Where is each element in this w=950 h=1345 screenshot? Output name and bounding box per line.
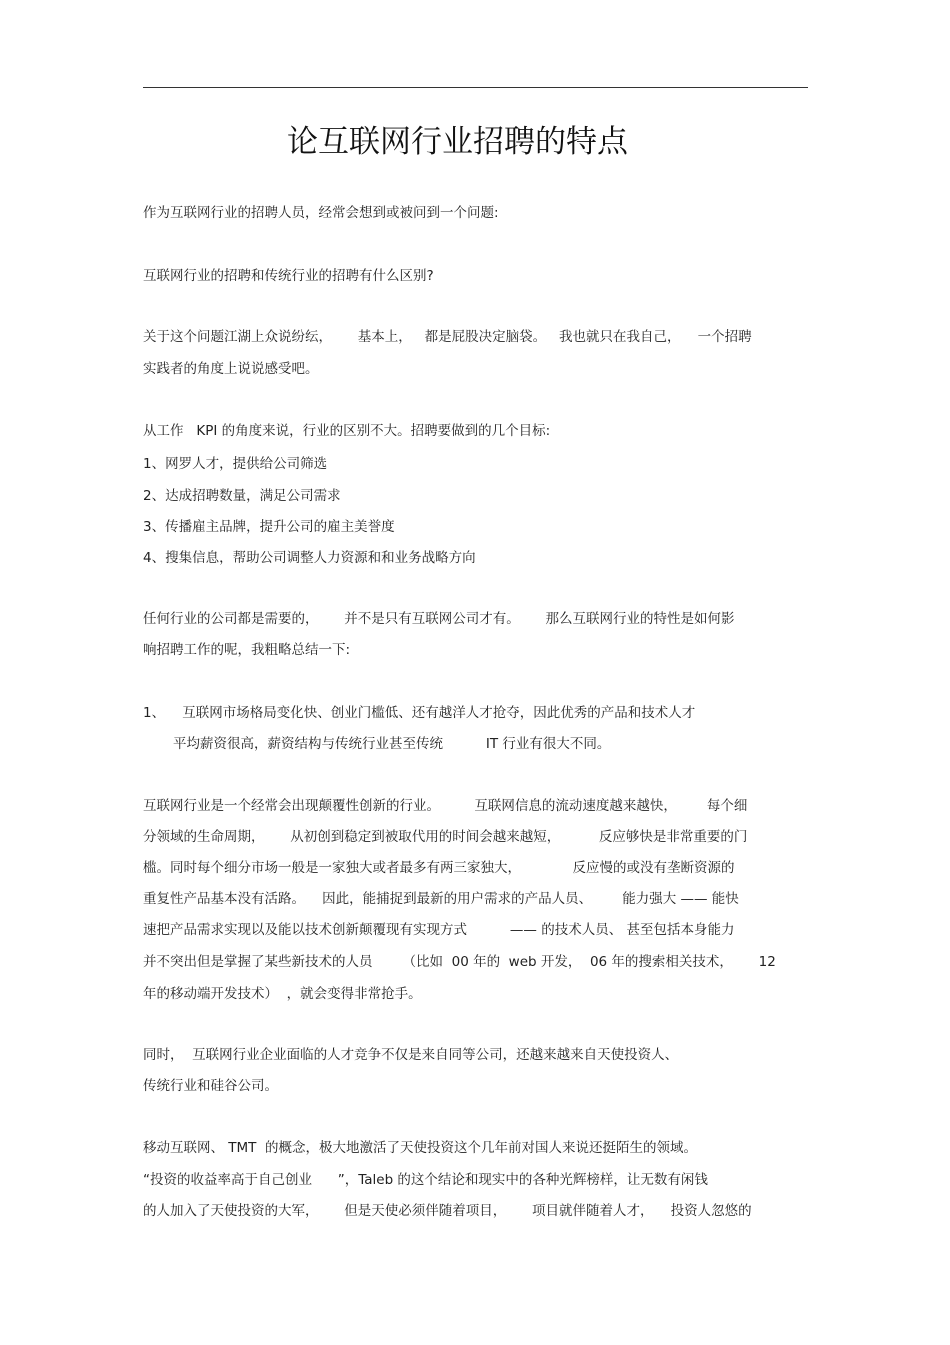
paragraph-line: 的人加入了天使投资的大军， 但是天使必须伴随着项目， 项目就伴随着人才， 投资人忽悠的 — [143, 1203, 752, 1219]
header-rule — [143, 87, 808, 88]
list-item: 4、搜集信息，帮助公司调整人力资源和和业务战略方向 — [143, 550, 476, 566]
list-item: 1、 互联网市场格局变化快、创业门槛低、还有越洋人才抢夺，因此优秀的产品和技术人才 — [143, 705, 696, 721]
paragraph-line: 从工作 KPI 的角度来说，行业的区别不大。招聘要做到的几个目标: — [143, 423, 551, 439]
paragraph-line: 槛。同时每个细分市场一般是一家独大或者最多有两三家独大， 反应慢的或没有垄断资源的 — [143, 860, 735, 876]
paragraph-line: 实践者的角度上说说感受吧。 — [143, 361, 319, 377]
list-item: 1、网罗人才，提供给公司筛选 — [143, 456, 328, 472]
paragraph-line: 作为互联网行业的招聘人员，经常会想到或被问到一个问题: — [143, 205, 499, 221]
paragraph-line: 传统行业和硅谷公司。 — [143, 1078, 278, 1094]
paragraph-line: 速把产品需求实现以及能以技术创新颠覆现有实现方式 —— 的技术人员、 甚至包括本身能力 — [143, 922, 735, 938]
paragraph-line: 互联网行业的招聘和传统行业的招聘有什么区别? — [143, 268, 434, 284]
paragraph-line: 移动互联网、 TMT 的概念，极大地激活了天使投资这个几年前对国人来说还挺陌生的领域。 — [143, 1140, 698, 1156]
list-item-continuation: 平均薪资很高，薪资结构与传统行业甚至传统 IT 行业有很大不同。 — [173, 736, 611, 752]
list-item: 3、传播雇主品牌，提升公司的雇主美誉度 — [143, 519, 395, 535]
paragraph-line: 任何行业的公司都是需要的， 并不是只有互联网公司才有。 那么互联网行业的特性是如何影 — [143, 611, 735, 627]
paragraph-line: 年的移动端开发技术） ，就会变得非常抢手。 — [143, 986, 422, 1002]
list-item: 2、达成招聘数量，满足公司需求 — [143, 488, 341, 504]
paragraph-line: 同时， 互联网行业企业面临的人才竞争不仅是来自同等公司，还越来越来自天使投资人、 — [143, 1047, 679, 1063]
paragraph-line: 重复性产品基本没有活路。 因此，能捕捉到最新的用户需求的产品人员、 能力强大 —— 能快 — [143, 891, 739, 907]
paragraph-line: 响招聘工作的呢，我粗略总结一下: — [143, 642, 351, 658]
paragraph-line: “投资的收益率高于自己创业 ”，Taleb 的这个结论和现实中的各种光辉榜样，让无数有闲钱 — [143, 1172, 708, 1188]
paragraph-line: 互联网行业是一个经常会出现颠覆性创新的行业。 互联网信息的流动速度越来越快， 每个细 — [143, 798, 748, 814]
page-title: 论互联网行业招聘的特点 — [287, 124, 628, 160]
paragraph-line: 关于这个问题江湖上众说纷纭， 基本上， 都是屁股决定脑袋。 我也就只在我自己， 一个招聘 — [143, 329, 752, 345]
paragraph-line: 并不突出但是掌握了某些新技术的人员 （比如 00 年的 web 开发， 06 年的搜索相关技术， 12 — [143, 954, 776, 970]
paragraph-line: 分领域的生命周期， 从初创到稳定到被取代用的时间会越来越短， 反应够快是非常重要的门 — [143, 829, 748, 845]
